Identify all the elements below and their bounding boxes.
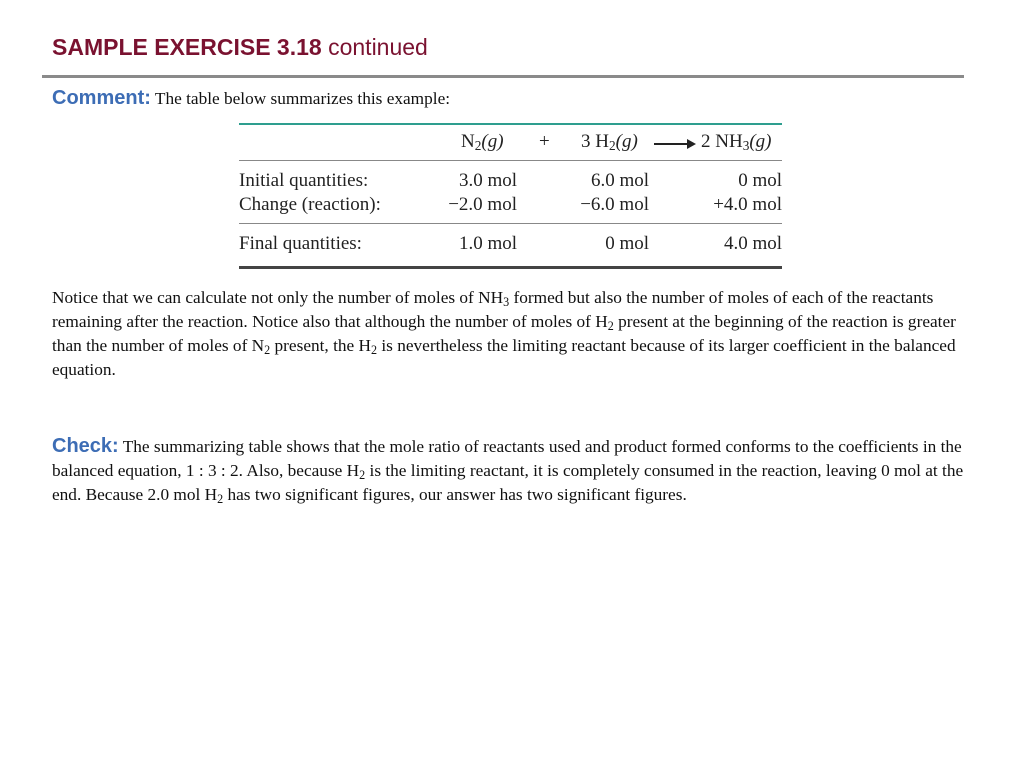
table-top-rule <box>239 123 782 125</box>
comment-text: The table below summarizes this example: <box>154 89 451 108</box>
header-n2: $N_2(g)$ <box>461 131 504 154</box>
table-header-rule <box>239 160 782 161</box>
row-initial-nh3: 0 mol <box>738 170 782 191</box>
comment-paragraph <box>52 86 964 111</box>
table-bottom-rule <box>239 266 782 269</box>
row-initial-h2: 6.0 mol <box>590 170 649 191</box>
header-h2: 3 $H_2(g)$ <box>581 131 638 154</box>
check-paragraph: Check: The summarizing table shows that the mole ratio of reactants used and product formed conforms to the coefficients in the balanced equation, 1 : 3 : 2. Also, because $H_2$ is the limiting reactant, it is completely consumed in the reaction, leaving 0 mol at the end. Because 2.0 mol $H_2$ has two significant figures, our answer has two significant figures. <box>52 435 964 507</box>
title-divider <box>42 75 964 78</box>
row-final-h2: 0 mol <box>605 233 649 254</box>
notice-paragraph: Notice that we can calculate not only the number of moles of $NH_3$ formed but also the number of moles of each of the reactants remaining after the reaction. Notice also that although the number of moles of $H_2$ present at the beginning of the reaction is greater than the number of moles of $N_2$ present, the $H_2$ is nevertheless the limiting reactant because of its larger coefficient in the balanced equation. <box>52 288 956 379</box>
row-final-n2: 1.0 mol <box>458 233 517 254</box>
check-label: Check: <box>52 435 119 457</box>
reaction-table <box>239 123 782 269</box>
row-change-nh3: +4.0 mol <box>713 194 782 215</box>
title-continued: continued <box>328 34 428 60</box>
row-final-label: Final quantities: <box>239 233 362 254</box>
title-bold: SAMPLE EXERCISE 3.18 <box>52 34 322 60</box>
comment-label: Comment: <box>52 87 151 109</box>
table-total-rule <box>239 223 782 224</box>
row-change-n2: −2.0 mol <box>448 194 517 215</box>
row-final-nh3: 4.0 mol <box>723 233 782 254</box>
header-plus: + <box>539 131 550 152</box>
row-initial-n2: 3.0 mol <box>458 170 517 191</box>
row-initial-label: Initial quantities: <box>239 170 369 191</box>
header-nh3: 2 $NH_3(g)$ <box>701 131 772 154</box>
reaction-arrow-icon <box>654 143 694 145</box>
row-change-label: Change (reaction): <box>239 194 381 215</box>
row-change-h2: −6.0 mol <box>580 194 649 215</box>
slide-title <box>52 34 428 61</box>
